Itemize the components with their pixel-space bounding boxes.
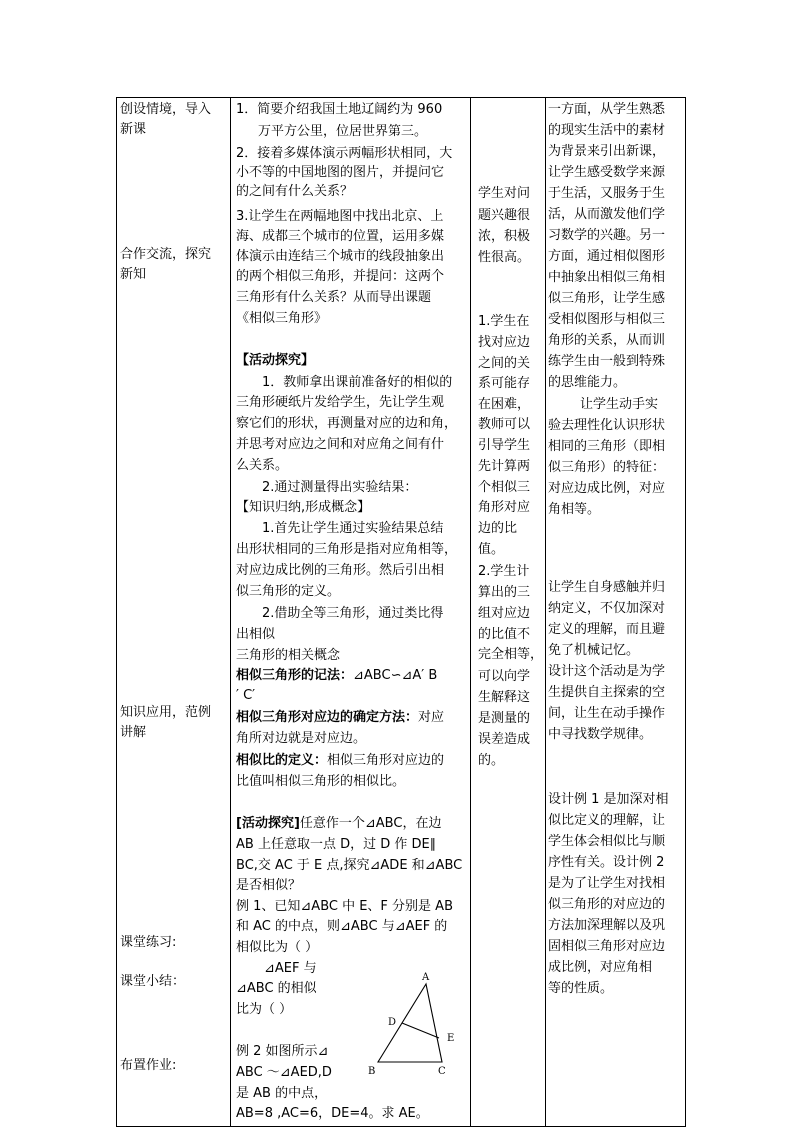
- content-line: 3.让学生在两幅地图中找出北京、上: [236, 209, 444, 224]
- section-heading: 【知识归纳,形成概念】: [236, 500, 371, 515]
- content-line: 1．教师拿出课前准备好的相似的: [262, 375, 453, 390]
- student-line: 值。: [478, 542, 505, 557]
- content-line: ′ C′: [236, 688, 256, 703]
- student-line: 先计算两: [478, 459, 531, 474]
- content-line: [236, 751, 444, 770]
- section-heading: 【活动探究】: [236, 353, 315, 368]
- content-line: ⊿ABC 的相似: [236, 981, 317, 996]
- intent-line: 一方面，从学生熟悉: [548, 102, 666, 117]
- content-line: 相似比为（ ）: [236, 940, 319, 955]
- intent-line: 似三角形）的特征：: [548, 460, 666, 475]
- intent-line: 让学生自身感触并归: [548, 580, 666, 595]
- vertex-label-b: B: [368, 1066, 376, 1077]
- vertex-label-c: C: [438, 1066, 446, 1077]
- content-line: ⊿AEF 与: [264, 961, 317, 976]
- intent-line: 让学生动手实: [580, 397, 659, 412]
- content-line: 三角形有什么关系？从而导出课题: [236, 290, 432, 305]
- content-line: AB 上任意取一点 D，过 D 作 DE∥: [236, 837, 437, 852]
- content-line: 例 2 如图所示⊿: [236, 1044, 329, 1059]
- stage-label: 新课: [120, 122, 147, 137]
- term-text: 对应: [418, 710, 445, 725]
- content-line: 么关系。: [236, 458, 289, 473]
- intent-line: 免了机械记忆。: [548, 643, 640, 658]
- content-line: 比值叫相似三角形的相似比。: [236, 774, 406, 789]
- intent-line: 中抽象出相似三角相: [548, 270, 666, 285]
- intent-line: 生提供自主探索的空: [548, 685, 666, 700]
- intent-line: 中寻找数学规律。: [548, 727, 653, 742]
- content-line: 并思考对应边之间和对应角之间有什: [236, 437, 445, 452]
- intent-line: 角相等。: [548, 502, 601, 517]
- term-text: 任意作一个⊿ABC，在边: [299, 816, 442, 831]
- content-line: [236, 666, 437, 685]
- intent-line: 固相似三角形对应边: [548, 939, 666, 954]
- stage-label: 课堂小结：: [120, 974, 186, 989]
- intent-line: 的现实生活中的素材: [548, 123, 666, 138]
- content-line: 似三角形的定义。: [236, 584, 341, 599]
- intent-line: 角形的关系，从而训: [548, 333, 666, 348]
- term-label: 相似三角形对应边的确定方法：: [236, 710, 419, 725]
- content-line: 2.借助全等三角形，通过类比得: [262, 606, 444, 621]
- content-line: 三角形硬纸片发给学生，先让学生观: [236, 395, 445, 410]
- content-line: 对应边成比例的三角形。然后引出相: [236, 563, 445, 578]
- intent-line: 习数学的兴趣。另一: [548, 228, 666, 243]
- content-line: 比为（ ）: [236, 1002, 293, 1017]
- intent-line: 受相似图形与相似三: [548, 312, 666, 327]
- content-line: 海、成都三个城市的位置，运用多媒: [236, 229, 445, 244]
- content-line: 1.首先让学生通过实验结果总结: [262, 521, 444, 536]
- content-line: 出相似: [236, 627, 276, 642]
- student-line: 性很高。: [478, 250, 531, 265]
- content-line: 1．简要介绍我国土地辽阔约为 960: [236, 102, 443, 117]
- stage-label: 讲解: [120, 725, 147, 740]
- intent-line: 设计这个活动是为学: [548, 664, 666, 679]
- intent-line: 于生活，又服务于生: [548, 186, 666, 201]
- student-line: 角形对应: [478, 500, 531, 515]
- triangle-figure: [368, 972, 468, 1092]
- content-line: 的两个相似三角形，并提问：这两个: [236, 269, 445, 284]
- student-line: 2.学生计: [478, 564, 530, 579]
- student-line: 组对应边: [478, 606, 531, 621]
- content-line: ABC ～⊿AED,D: [236, 1065, 332, 1080]
- content-line: 小不等的中国地图的图片，并提问它: [236, 165, 445, 180]
- stage-label: 新知: [120, 267, 147, 282]
- student-line: 个相似三: [478, 480, 531, 495]
- intent-line: 纳定义，不仅加深对: [548, 601, 666, 616]
- column-divider: [230, 98, 231, 1126]
- intent-line: 活，从而激发他们学: [548, 207, 666, 222]
- content-line: 的之间有什么关系？: [236, 184, 354, 199]
- intent-line: 序性有关。设计例 2: [548, 855, 665, 870]
- student-line: 生解释这: [478, 690, 531, 705]
- student-line: 学生对问: [478, 186, 531, 201]
- content-line: 三角形的相关概念: [236, 648, 341, 663]
- student-line: 在困难，: [478, 397, 531, 412]
- term-label: 相似三角形的记法：: [236, 668, 354, 683]
- vertex-label-e: E: [447, 1033, 455, 1044]
- content-line: 是否相似？: [236, 878, 302, 893]
- content-line: 2.通过测量得出实验结果：: [262, 480, 418, 495]
- intent-line: 似比定义的理解，让: [548, 813, 666, 828]
- intent-line: 设计例 1 是加深对相: [548, 792, 669, 807]
- intent-line: 练学生由一般到特殊: [548, 354, 666, 369]
- term-label: [活动探究]: [236, 816, 300, 831]
- intent-line: 相同的三角形（即相: [548, 439, 666, 454]
- intent-line: 方面，通过相似图形: [548, 249, 666, 264]
- vertex-label-a: A: [422, 972, 430, 983]
- content-line: 察它们的形状，再测量对应的边和角，: [236, 416, 458, 431]
- segment-de: [402, 1023, 439, 1038]
- intent-line: 验去理性化认识形状: [548, 418, 666, 433]
- student-line: 1.学生在: [478, 314, 530, 329]
- term-label: 相似比的定义：: [236, 753, 328, 768]
- intent-line: 似三角形的对应边的: [548, 897, 666, 912]
- content-line: 和 AC 的中点，则⊿ABC 与⊿AEF 的: [236, 919, 448, 934]
- intent-line: 间，让生在动手操作: [548, 706, 666, 721]
- student-line: 系可能存: [478, 376, 531, 391]
- intent-line: 似三角形，让学生感: [548, 291, 666, 306]
- intent-line: 方法加深理解以及巩: [548, 918, 666, 933]
- intent-line: 学生体会相似比与顺: [548, 834, 666, 849]
- intent-line: 的思维能力。: [548, 375, 627, 390]
- stage-label: 创设情境，导入: [120, 102, 212, 117]
- stage-label: 布置作业:: [120, 1058, 177, 1073]
- column-divider: [470, 98, 471, 1126]
- stage-label: 知识应用，范例: [120, 705, 212, 720]
- student-line: 之间的关: [478, 356, 531, 371]
- student-line: 的。: [478, 753, 505, 768]
- stage-label: 合作交流，探究: [120, 247, 212, 262]
- intent-line: 等的性质。: [548, 981, 614, 996]
- column-divider: [545, 98, 546, 1126]
- term-text: ⊿ABC∽⊿A′ B: [353, 668, 438, 683]
- intent-line: 为背景来引出新课，: [548, 144, 666, 159]
- content-line: [236, 814, 441, 833]
- content-line: AB=8 ,AC=6，DE=4。求 AE。: [236, 1106, 429, 1121]
- student-line: 可以向学: [478, 669, 531, 684]
- content-line: 2．接着多媒体演示两幅形状相同，大: [236, 146, 453, 161]
- student-line: 边的比: [478, 521, 518, 536]
- student-line: 找对应边: [478, 335, 531, 350]
- content-line: 角所对边就是对应边。: [236, 731, 367, 746]
- student-line: 浓，积极: [478, 229, 531, 244]
- content-line: 体演示由连结三个城市的线段抽象出: [236, 249, 445, 264]
- student-line: 引导学生: [478, 438, 531, 453]
- stage-label: 课堂练习:: [120, 935, 177, 950]
- student-line: 题兴趣很: [478, 208, 531, 223]
- student-line: 误差造成: [478, 732, 531, 747]
- content-line: 例 1、已知⊿ABC 中 E、F 分别是 AB: [236, 899, 453, 914]
- intent-line: 是为了让学生对找相: [548, 876, 666, 891]
- triangle-diagram: [368, 972, 468, 1092]
- vertex-label-d: D: [388, 1017, 397, 1028]
- intent-line: 定义的理解，而且避: [548, 622, 666, 637]
- intent-line: 成比例，对应角相: [548, 960, 653, 975]
- term-text: 相似三角形对应边的: [327, 753, 445, 768]
- student-line: 算出的三: [478, 585, 531, 600]
- content-line: [236, 708, 444, 727]
- student-line: 完全相等，: [478, 647, 544, 662]
- student-line: 教师可以: [478, 417, 531, 432]
- content-line: BC,交 AC 于 E 点,探究⊿ADE 和⊿ABC: [236, 858, 463, 873]
- intent-line: 对应边成比例，对应: [548, 481, 666, 496]
- content-line: 万平方公里，位居世界第三。: [258, 124, 428, 139]
- content-line: 《相似三角形》: [236, 311, 328, 326]
- student-line: 是测量的: [478, 711, 531, 726]
- intent-line: 让学生感受数学来源: [548, 165, 666, 180]
- content-line: 是 AB 的中点，: [236, 1086, 328, 1101]
- student-line: 的比值不: [478, 627, 531, 642]
- content-line: 出形状相同的三角形是指对应角相等，: [236, 542, 458, 557]
